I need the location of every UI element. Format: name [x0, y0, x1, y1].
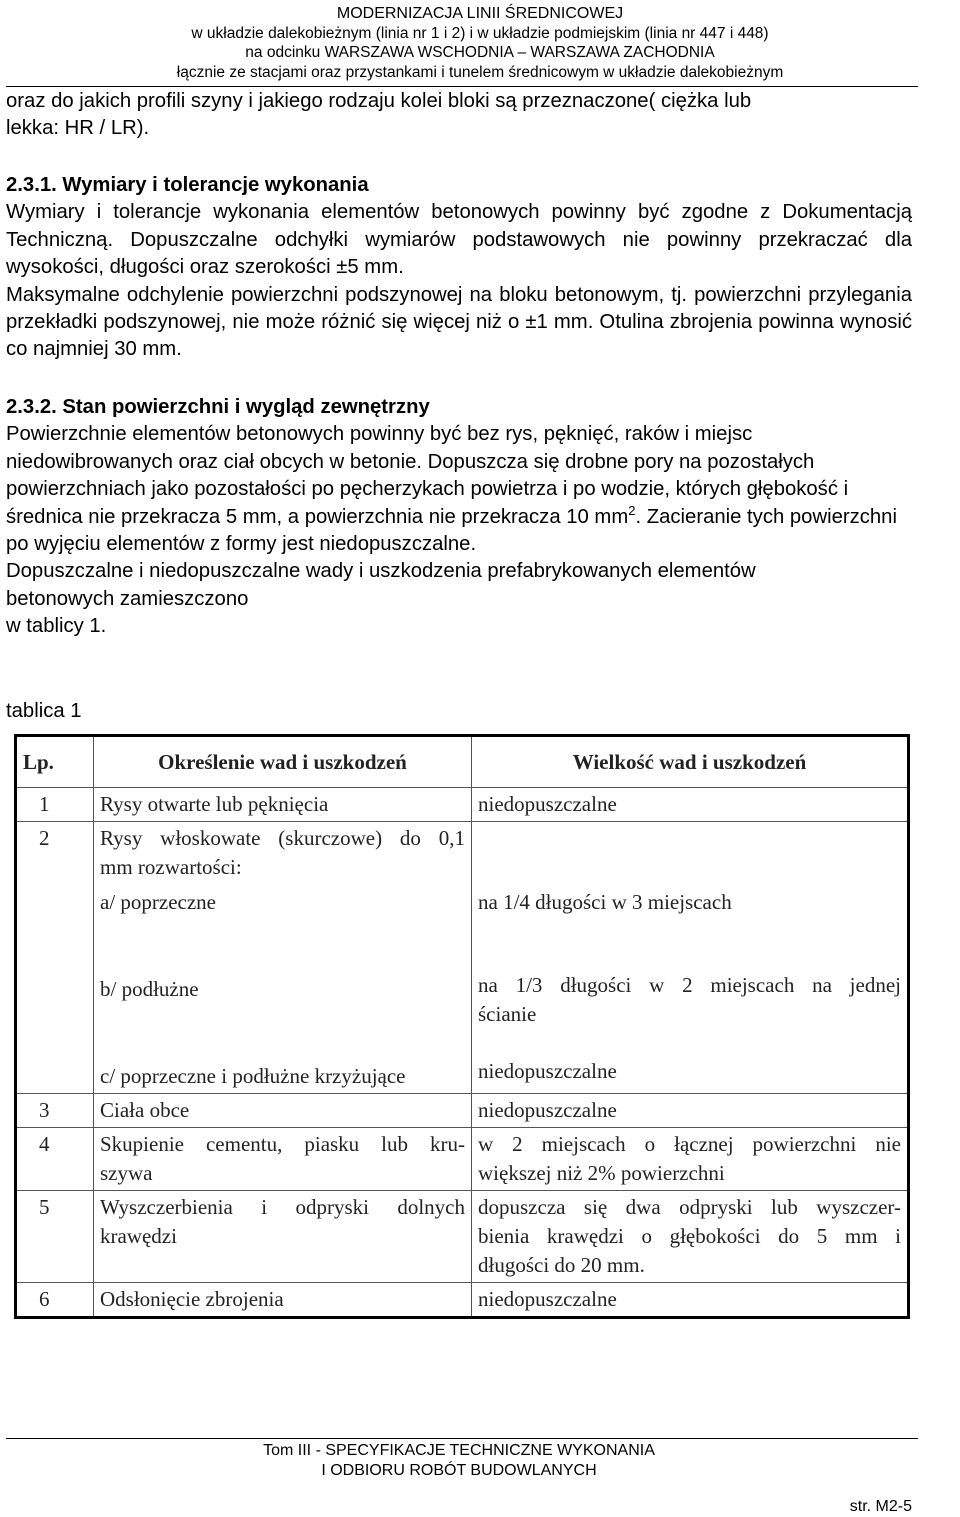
- footer-line-1: Tom III - SPECYFIKACJE TECHNICZNE WYKONANIA: [263, 1442, 655, 1459]
- intro-text: [6, 88, 912, 143]
- defect-description: Odsłonięcie zbrojenia: [94, 1283, 472, 1318]
- table-row: [16, 1094, 909, 1128]
- defect-size: niedopuszczalne: [472, 1094, 909, 1128]
- table-row: [16, 822, 909, 1094]
- header-line-4: łącznie ze stacjami oraz przystankami i tunelem średnicowym w układzie dalekobieżnym: [176, 63, 784, 81]
- row-number: 3: [16, 1094, 94, 1128]
- paragraph-2-line-3: w tablicy 1.: [6, 615, 107, 638]
- header-lp: Lp.: [16, 736, 94, 788]
- page-number: str. M2-5: [849, 1498, 912, 1515]
- subitem-a: a/ poprzeczne: [100, 890, 217, 914]
- description-line: Skupienie cementu, piasku lub kru-: [100, 1132, 465, 1156]
- description-line: mm rozwartości:: [100, 855, 242, 879]
- footer-divider: [6, 1438, 918, 1439]
- section-2-3-2-paragraph-2: [6, 558, 912, 640]
- header-title: MODERNIZACJA LINII ŚREDNICOWEJ: [336, 5, 624, 22]
- paragraph-part-a: Powierzchnie elementów betonowych powinny być bez rys, pęknięć, raków i miejsc niedowibrowanych oraz ciał obcych w betonie. Dopuszcza się drobne pory na pozostałych powierzchniach jako pozostałości po pęcherzykach powietrza i po wodzie, których głębokość i średnica nie przekracza 5 mm, a powierzchnia nie przekracza 10 mm: [6, 423, 849, 528]
- subitem-c-size: niedopuszczalne: [478, 1059, 617, 1083]
- defect-size: niedopuszczalne: [472, 1283, 909, 1318]
- paragraph-2-line-2: betonowych zamieszczono: [6, 587, 249, 610]
- paragraph-part-b: . Zacieranie tych powierzchni po wyjęciu elementów z formy jest niedopuszczalne.: [6, 505, 897, 556]
- table-row: [16, 788, 909, 822]
- defect-size: [472, 1191, 909, 1283]
- defects-table: [14, 734, 910, 1319]
- header-line-3: na odcinku WARSZAWA WSCHODNIA – WARSZAWA ZACHODNIA: [245, 44, 715, 61]
- header-defect-description: Określenie wad i uszkodzeń: [94, 736, 472, 788]
- subitem-b-size-line: na 1/3 długości w 2 miejscach na jednej: [478, 973, 901, 997]
- size-line: bienia krawędzi o głębokości do 5 mm i: [478, 1224, 901, 1248]
- size-line: większej niż 2% powierzchni: [478, 1161, 725, 1185]
- row-number: 1: [16, 788, 94, 822]
- table-header-row: [16, 736, 909, 788]
- subitem-b-size-line: ścianie: [478, 1002, 537, 1026]
- row-number: 5: [16, 1191, 94, 1283]
- section-heading-2-3-1: 2.3.1. Wymiary i tolerancje wykonania: [6, 174, 369, 196]
- description-line: krawędzi: [100, 1224, 177, 1248]
- header-divider: [6, 86, 918, 87]
- row-number: 6: [16, 1283, 94, 1318]
- section-2-3-1-paragraph-1: Wymiary i tolerancje wykonania elementów betonowych powinny być zgodne z Dokumentacją Techniczną. Dopuszczalne odchyłki wymiarów podstawowych nie powinny przekraczać dla wysokości, długości oraz szerokości ±5 mm.: [6, 201, 912, 279]
- section-2-3-2: [6, 394, 912, 641]
- intro-line-2: lekka: HR / LR).: [6, 117, 150, 140]
- size-line: dopuszcza się dwa odpryski lub wyszczer-: [478, 1195, 901, 1219]
- paragraph-2-line-1: Dopuszczalne i niedopuszczalne wady i uszkodzenia prefabrykowanych elementów: [6, 560, 756, 583]
- table-row: [16, 1128, 909, 1191]
- section-2-3-1-paragraph-2: Maksymalne odchylenie powierzchni podszynowej na bloku betonowym, tj. powierzchni przylegania przekładki podszynowej, nie może różnić się więcej niż o ±1 mm. Otulina zbrojenia powinna wynosić co najmniej 30 mm.: [6, 283, 912, 361]
- defect-description: Ciała obce: [94, 1094, 472, 1128]
- footer-line-2: I ODBIORU ROBÓT BUDOWLANYCH: [321, 1462, 597, 1479]
- section-2-3-2-paragraph-1: [6, 421, 912, 558]
- section-2-3-1: [6, 172, 912, 364]
- size-line: długości do 20 mm.: [478, 1253, 645, 1277]
- intro-line-1: oraz do jakich profili szyny i jakiego rodzaju kolei bloki są przeznaczone( ciężka lub: [6, 90, 752, 112]
- description-line: Wyszczerbienia i odpryski dolnych: [100, 1195, 465, 1219]
- row-number: 4: [16, 1128, 94, 1191]
- defect-description: Rysy otwarte lub pęknięcia: [94, 788, 472, 822]
- page-footer: [0, 1441, 918, 1481]
- description-line: Rysy włoskowate (skurczowe) do 0,1: [100, 826, 465, 850]
- table-caption: tablica 1: [6, 700, 82, 722]
- size-line: w 2 miejscach o łącznej powierzchni nie: [478, 1132, 901, 1156]
- defect-size: niedopuszczalne: [472, 788, 909, 822]
- page-header: [0, 4, 960, 82]
- defect-description: [94, 822, 472, 1094]
- subitem-c: c/ poprzeczne i podłużne krzyżujące: [100, 1064, 406, 1088]
- row-number: 2: [16, 822, 94, 1094]
- superscript: 2: [628, 502, 636, 518]
- subitem-b: b/ podłużne: [100, 977, 199, 1001]
- table-row: [16, 1283, 909, 1318]
- section-heading-2-3-2: 2.3.2. Stan powierzchni i wygląd zewnętrzny: [6, 396, 430, 418]
- defect-size: [472, 1128, 909, 1191]
- table-row: [16, 1191, 909, 1283]
- defect-description: [94, 1191, 472, 1283]
- header-defect-size: Wielkość wad i uszkodzeń: [472, 736, 909, 788]
- defect-description: [94, 1128, 472, 1191]
- subitem-a-size: na 1/4 długości w 3 miejscach: [478, 890, 732, 914]
- header-line-2: w układzie dalekobieżnym (linia nr 1 i 2) i w układzie podmiejskim (linia nr 447 i 448): [191, 24, 769, 42]
- defect-size: [472, 822, 909, 1094]
- description-line: szywa: [100, 1161, 153, 1185]
